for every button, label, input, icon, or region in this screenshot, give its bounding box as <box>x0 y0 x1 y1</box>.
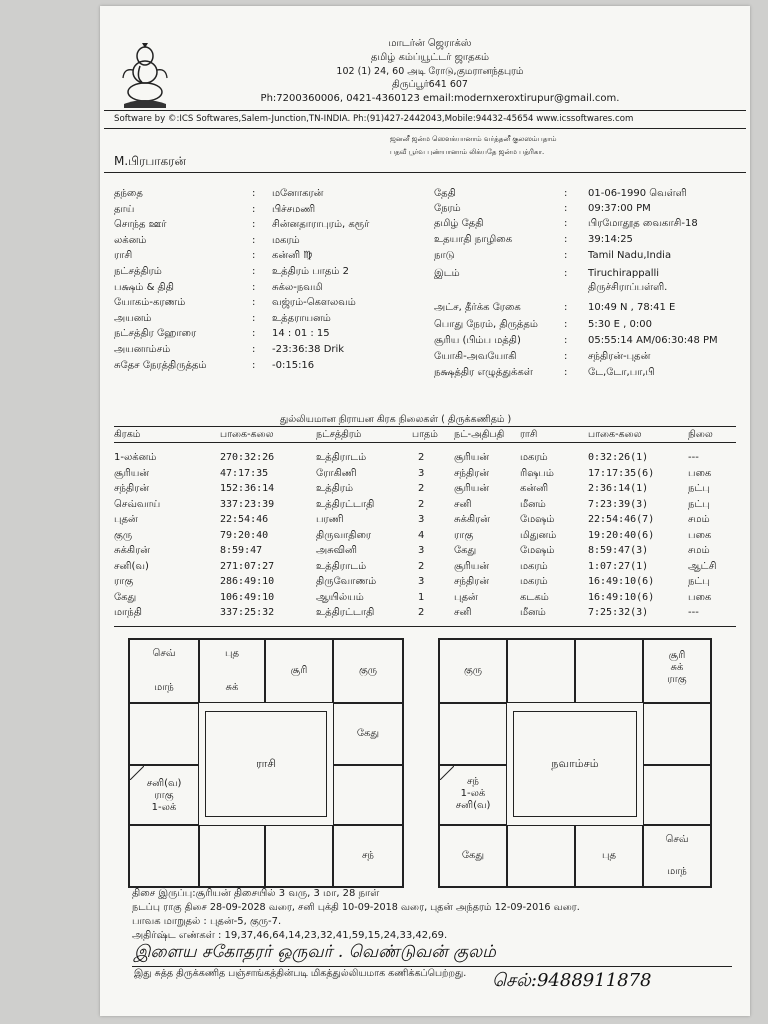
handwritten-note: இளைய சகோதரர் ஒருவர் . வெண்டுவன் குலம் <box>134 942 496 962</box>
divider <box>104 110 746 111</box>
table-cell: 22:54:46(7) <box>588 514 655 525</box>
divider <box>114 626 736 627</box>
divider <box>104 172 746 173</box>
rasi-cell-text: ராகு <box>154 790 174 801</box>
table-cell: 17:17:35(6) <box>588 467 655 479</box>
navamsa-house-sagittarius <box>439 825 507 887</box>
navamsa-house-pisces <box>439 639 507 703</box>
table-cell: 2 <box>418 452 425 463</box>
calculation-note: இது சுத்த திருக்கணித பஞ்சாங்கத்தின்படி மிகத்துல்லியமாக கணிக்கப்பெற்றது. <box>134 968 467 979</box>
column-header: கிரகம் <box>114 429 141 440</box>
detail-colon: : <box>252 203 256 215</box>
shop-city: திருப்பூர்641 607 <box>392 79 468 90</box>
navamsa-chart-label: நவாம்சம் <box>551 757 599 770</box>
detail-label: சூரிய (பிம்ப மத்தி) <box>434 335 521 346</box>
detail-value: 05:55:14 AM/06:30:48 PM <box>588 335 718 346</box>
current-dasa: நடப்பு ராகு திசை 28-09-2028 வரை, சனி புக்தி 10-09-2018 வரை, புதன் அந்தரம் 12-09-2016 வரை. <box>132 902 580 913</box>
navamsa-house-aquarius <box>439 703 507 765</box>
table-cell: 286:49:10 <box>220 576 275 587</box>
lucky-numbers: அதிர்ஷ்ட எண்கள் : 19,37,46,64,14,23,32,41,59,15,24,33,42,69. <box>132 930 448 941</box>
detail-value: 01-06-1990 வெள்ளி <box>588 188 687 199</box>
table-cell: மேஷம் <box>520 545 555 556</box>
rasi-cell-text: 1-லக் <box>151 802 177 813</box>
table-cell: சமம் <box>688 545 710 556</box>
table-cell: மகரம் <box>520 452 548 463</box>
rasi-house-libra <box>265 825 333 887</box>
detail-colon: : <box>252 297 256 309</box>
table-cell: மிதுனம் <box>520 529 557 541</box>
table-cell: சூரியன் <box>454 452 490 463</box>
table-cell: புதன் <box>454 591 478 603</box>
table-cell: 2 <box>418 607 425 618</box>
divider <box>132 966 732 967</box>
table-cell: 1-லக்னம் <box>114 452 157 463</box>
detail-value: 39:14:25 <box>588 234 633 245</box>
rasi-cell-text: செவ் <box>152 648 176 659</box>
table-cell: உத்திரம் <box>316 483 353 494</box>
navamsa-house-taurus <box>575 639 643 703</box>
table-cell: 79:20:40 <box>220 529 269 541</box>
table-cell: 19:20:40(6) <box>588 529 655 541</box>
table-cell: ரிஷபம் <box>520 467 554 479</box>
table-cell: மீனம் <box>520 607 546 618</box>
table-cell: சனி(வ) <box>114 560 149 572</box>
detail-value: -0:15:16 <box>272 359 315 371</box>
column-header: ராசி <box>520 429 538 440</box>
detail-colon: : <box>564 250 568 261</box>
detail-label: யோகி-அவயோகி <box>434 351 517 362</box>
detail-label: நேரம் <box>434 203 461 214</box>
detail-value: பிரமோதூத வைகாசி-18 <box>588 218 698 229</box>
detail-label: தந்தை <box>114 188 143 199</box>
navamsa-house-gemini <box>643 639 711 703</box>
detail-label: உதயாதி நாழிகை <box>434 234 513 245</box>
table-cell: 1 <box>418 591 425 603</box>
table-cell: 3 <box>418 576 425 587</box>
table-cell: 152:36:14 <box>220 483 275 494</box>
detail-colon: : <box>252 234 256 246</box>
table-cell: --- <box>688 607 699 618</box>
table-cell: கேது <box>114 591 137 603</box>
navamsa-cell-text: செவ் <box>665 834 689 845</box>
detail-colon: : <box>252 266 256 277</box>
table-cell: 47:17:35 <box>220 467 269 479</box>
navamsa-chart <box>438 638 712 888</box>
navamsa-house-aries <box>507 639 575 703</box>
table-cell: மகரம் <box>520 576 548 587</box>
shop-address: 102 (1) 24, 60 அடி ரோடு,குமரானந்தபுரம் <box>336 66 524 77</box>
detail-colon: : <box>252 188 256 199</box>
rasi-house-cancer <box>333 703 403 765</box>
detail-value: திருச்சிராப்பள்ளி. <box>588 282 668 293</box>
detail-label: யோகம்-கரணம் <box>114 297 186 309</box>
navamsa-house-virgo <box>643 825 711 887</box>
navamsa-cell-text: சந் <box>467 776 479 787</box>
detail-label: அயனம் <box>114 312 152 324</box>
navamsa-cell-text: ராகு <box>667 674 687 685</box>
detail-colon: : <box>252 312 256 324</box>
table-cell: மேஷம் <box>520 514 555 525</box>
detail-value: சுக்ல-நவமி <box>272 281 323 293</box>
detail-value: பிச்சமணி <box>272 203 316 215</box>
table-cell: ராகு <box>454 529 474 541</box>
table-cell: 2 <box>418 560 425 572</box>
rasi-chart-label: ராசி <box>255 757 277 770</box>
table-cell: ராகு <box>114 576 134 587</box>
table-cell: பகை <box>688 467 712 479</box>
detail-value: Tiruchirappalli <box>588 268 660 279</box>
table-cell: சூரியன் <box>454 560 490 572</box>
navamsa-cell-text: புத <box>602 850 616 861</box>
table-cell: 271:07:27 <box>220 560 275 572</box>
navamsa-house-cancer <box>643 703 711 765</box>
detail-label: நட்சத்திர ஹோரை <box>114 328 197 340</box>
ganesha-logo-icon <box>118 42 172 110</box>
detail-label: சொந்த ஊர் <box>114 219 167 231</box>
navamsa-cell-text: மாந் <box>667 866 687 877</box>
table-cell: சூரியன் <box>114 467 150 479</box>
table-cell: 3 <box>418 545 425 556</box>
detail-colon: : <box>564 335 568 346</box>
table-cell: 337:25:32 <box>220 607 275 618</box>
detail-value: டே,டோ,பா,பி <box>588 367 655 378</box>
detail-colon: : <box>564 302 568 313</box>
detail-colon: : <box>564 218 568 229</box>
table-cell: உத்திரட்டாதி <box>316 607 375 618</box>
rasi-center <box>205 711 327 817</box>
table-cell: அசுவினி <box>316 545 357 556</box>
column-header: நிலை <box>688 429 713 440</box>
detail-value: மகரம் <box>272 234 300 246</box>
handwritten-phone: செல்:9488911878 <box>492 970 652 991</box>
navamsa-cell-text: சூரி <box>668 650 686 661</box>
table-cell: செவ்வாய் <box>114 498 161 510</box>
table-cell: திருவாதிரை <box>316 529 372 541</box>
detail-value: 09:37:00 PM <box>588 203 651 214</box>
table-cell: நட்பு <box>688 576 710 587</box>
table-cell: 8:59:47(3) <box>588 545 649 556</box>
table-cell: சந்திரன் <box>454 576 490 587</box>
table-cell: சந்திரன் <box>114 483 150 494</box>
rasi-house-sagittarius <box>129 825 199 887</box>
table-cell: சூரியன் <box>454 483 490 494</box>
rasi-house-capricorn <box>129 765 199 825</box>
detail-label: இடம் <box>434 268 460 279</box>
detail-value: சந்திரன்-புதன் <box>588 351 651 362</box>
detail-colon: : <box>564 351 568 362</box>
table-cell: 3 <box>418 467 425 479</box>
table-cell: நட்பு <box>688 483 710 494</box>
table-cell: மீனம் <box>520 498 546 510</box>
navamsa-house-scorpio <box>507 825 575 887</box>
table-cell: 3 <box>418 514 425 525</box>
rasi-chart <box>128 638 404 888</box>
column-header: நட்-அதிபதி <box>454 429 505 440</box>
detail-colon: : <box>564 203 568 214</box>
detail-value: உத்தராயனம் <box>272 312 331 324</box>
detail-value: Tamil Nadu,India <box>588 250 672 261</box>
detail-colon: : <box>252 281 256 293</box>
rasi-cell-text: குரு <box>358 665 378 676</box>
table-cell: --- <box>688 452 699 463</box>
column-header: பாதம் <box>412 429 438 440</box>
detail-value: 10:49 N , 78:41 E <box>588 302 676 313</box>
table-cell: 16:49:10(6) <box>588 591 655 603</box>
detail-label: தமிழ் தேதி <box>434 218 484 229</box>
rasi-cell-text: சுக் <box>225 682 239 693</box>
shop-subtitle: தமிழ் கம்ப்யூட்டர் ஜாதகம் <box>370 52 490 63</box>
table-cell: சுக்கிரன் <box>454 514 490 525</box>
detail-label: பொது நேரம், திருத்தம் <box>434 319 538 330</box>
table-cell: 337:23:39 <box>220 498 275 510</box>
table-cell: 270:32:26 <box>220 452 275 463</box>
rasi-house-pisces <box>129 639 199 703</box>
navamsa-cell-text: 1-லக் <box>460 788 486 799</box>
rasi-cell-text: சூரி <box>290 665 308 676</box>
person-name: M.பிரபாகரன் <box>114 154 187 168</box>
table-cell: சனி <box>454 498 472 510</box>
shop-name: மாடர்ன் ஜெராக்ஸ் <box>388 38 472 49</box>
table-cell: புதன் <box>114 514 138 525</box>
divider <box>104 128 746 129</box>
detail-colon: : <box>252 219 256 231</box>
table-cell: திருவோணம் <box>316 576 377 587</box>
detail-label: நக்ஷத்திர எழுத்துக்கள் <box>434 367 533 378</box>
table-cell: 0:32:26(1) <box>588 452 649 463</box>
rasi-house-gemini <box>333 639 403 703</box>
column-header: பாகை-கலை <box>220 429 274 440</box>
detail-label: அயனாம்சம் <box>114 344 171 355</box>
table-cell: பகை <box>688 591 712 603</box>
divider <box>114 426 736 427</box>
navamsa-cell-text: சனி(வ) <box>455 800 491 811</box>
detail-value: 5:30 E , 0:00 <box>588 319 652 330</box>
detail-label: தேதி <box>434 188 456 199</box>
detail-colon: : <box>252 344 256 355</box>
rasi-house-aquarius <box>129 703 199 765</box>
divider <box>114 442 736 443</box>
verse-line-1: ஜனனீ ஜன்ம ஸௌக்யானாம் வர்த்தனீ குலஸம்பதாம் <box>390 135 557 143</box>
table-cell: 7:23:39(3) <box>588 498 649 510</box>
detail-label: நட்சத்திரம் <box>114 266 162 277</box>
navamsa-house-leo <box>643 765 711 825</box>
navamsa-cell-text: குரு <box>463 665 483 676</box>
table-cell: 2:36:14(1) <box>588 483 649 494</box>
table-cell: 16:49:10(6) <box>588 576 655 587</box>
navamsa-house-libra <box>575 825 643 887</box>
detail-value: சின்னதாராபுரம், கரூர் <box>272 219 370 231</box>
verse-line-2: பதவீ பூர்வ புண்யானாம் லிக்யதே ஜன்ம பத்ரிகா. <box>390 148 545 156</box>
detail-colon: : <box>564 319 568 330</box>
detail-value: -23:36:38 Drik <box>272 344 345 355</box>
rasi-house-taurus <box>265 639 333 703</box>
detail-colon: : <box>564 268 568 279</box>
table-cell: 1:07:27(1) <box>588 560 649 572</box>
detail-label: நாடு <box>434 250 455 261</box>
detail-label: அட்ச, தீர்க்க ரேகை <box>434 302 521 313</box>
table-cell: பரணி <box>316 514 344 525</box>
software-credit: Software by ©:ICS Softwares,Salem-Junction,TN-INDIA. Ph:(91)427-2442043,Mobile:94432-45654 www.icssoftwares.com <box>114 114 634 124</box>
navamsa-center <box>513 711 637 817</box>
table-cell: சுக்கிரன் <box>114 545 150 556</box>
table-cell: ஆட்சி <box>688 560 717 572</box>
table-cell: சமம் <box>688 514 710 525</box>
detail-colon: : <box>564 367 568 378</box>
table-cell: ஆயில்யம் <box>316 591 364 603</box>
table-cell: உத்திராடம் <box>316 560 367 572</box>
detail-colon: : <box>564 188 568 199</box>
detail-colon: : <box>252 328 256 340</box>
table-cell: உத்திராடம் <box>316 452 367 463</box>
table-cell: மகரம் <box>520 560 548 572</box>
shop-contact: Ph:7200360006, 0421-4360123 email:modernxeroxtirupur@gmail.com. <box>260 93 620 104</box>
table-cell: கன்னி <box>520 483 549 494</box>
rasi-cell-text: சந் <box>362 850 374 861</box>
navamsa-house-capricorn <box>439 765 507 825</box>
rasi-house-virgo <box>333 825 403 887</box>
detail-value: 14 : 01 : 15 <box>272 328 330 340</box>
table-cell: ரோகிணி <box>316 467 357 479</box>
column-header: பாகை-கலை <box>588 429 642 440</box>
detail-value: மனோகரன் <box>272 188 324 199</box>
table-title: துல்லியமான நிராயன கிரக நிலைகள் ( திருக்கணிதம் ) <box>280 414 512 425</box>
detail-value: உத்திரம் பாதம் 2 <box>272 266 349 277</box>
column-header: நட்சத்திரம் <box>316 429 362 440</box>
table-cell: 8:59:47 <box>220 545 263 556</box>
table-cell: 4 <box>418 529 425 541</box>
detail-colon: : <box>252 359 256 371</box>
table-cell: 2 <box>418 483 425 494</box>
rasi-cell-text: மாந் <box>154 682 174 693</box>
table-cell: உத்திரட்டாதி <box>316 498 375 510</box>
table-cell: 22:54:46 <box>220 514 269 525</box>
rasi-house-leo <box>333 765 403 825</box>
table-cell: கேது <box>454 545 477 556</box>
rasi-cell-text: புத <box>225 648 239 659</box>
table-cell: சனி <box>454 607 472 618</box>
detail-label: ராசி <box>114 250 133 262</box>
detail-label: சுதேச நேரத்திருத்தம் <box>114 359 207 371</box>
rasi-house-aries <box>199 639 265 703</box>
table-cell: குரு <box>114 529 133 541</box>
detail-value: கன்னி ♍ <box>272 250 313 262</box>
badhaka-note: பாவக மாறுதல் : புதன்-5, குரு-7. <box>132 916 282 927</box>
table-cell: 7:25:32(3) <box>588 607 649 618</box>
detail-colon: : <box>252 250 256 262</box>
table-cell: 2 <box>418 498 425 510</box>
navamsa-cell-text: சுக் <box>670 662 684 673</box>
navamsa-cell-text: கேது <box>461 850 485 861</box>
table-cell: கடகம் <box>520 591 549 603</box>
detail-label: பக்ஷம் & திதி <box>114 281 174 293</box>
table-cell: பகை <box>688 529 712 541</box>
horoscope-sheet <box>100 6 750 1016</box>
table-cell: நட்பு <box>688 498 710 510</box>
rasi-cell-text: சனி(வ) <box>146 778 182 789</box>
detail-label: லக்னம் <box>114 234 147 246</box>
table-cell: மாந்தி <box>114 607 142 618</box>
detail-colon: : <box>564 234 568 245</box>
dasa-balance: திசை இருப்பு:சூரியன் திசையில் 3 வரு, 3 மா, 28 நாள் <box>132 888 380 899</box>
rasi-house-scorpio <box>199 825 265 887</box>
detail-label: தாய் <box>114 203 135 215</box>
table-cell: சந்திரன் <box>454 467 490 479</box>
rasi-cell-text: கேது <box>356 728 380 739</box>
detail-value: வஜ்ரம்-கௌலவம் <box>272 297 356 309</box>
table-cell: 106:49:10 <box>220 591 275 603</box>
